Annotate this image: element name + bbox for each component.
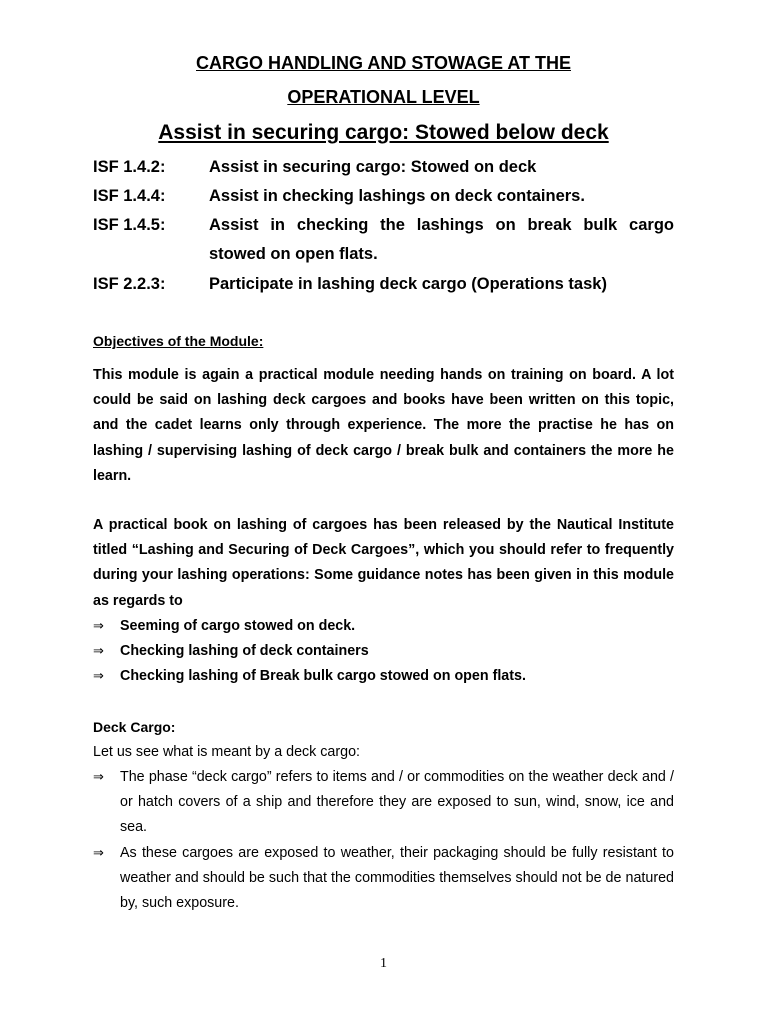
isf-item bbox=[93, 211, 674, 269]
list-item bbox=[93, 765, 674, 841]
arrow-bullet-icon: ⇒ bbox=[93, 619, 104, 634]
isf-text: Assist in checking lashings on deck containers. bbox=[209, 187, 585, 205]
document-title-line1: CARGO HANDLING AND STOWAGE AT THE bbox=[196, 53, 571, 73]
isf-item bbox=[93, 182, 674, 211]
isf-text: Assist in checking the lashings on break bulk cargo stowed on open flats. bbox=[209, 216, 674, 263]
deck-cargo-heading: Deck Cargo: bbox=[93, 719, 176, 735]
list-item bbox=[93, 639, 674, 664]
page-number: 1 bbox=[380, 956, 387, 971]
list-item-text: Checking lashing of Break bulk cargo stowed on open flats. bbox=[120, 668, 526, 684]
list-item-text: The phase “deck cargo” refers to items and / or commodities on the weather deck and / or hatch covers of a ship and therefore they are exposed to sun, wind, snow, ice and sea. bbox=[120, 769, 674, 836]
list-item bbox=[93, 841, 674, 917]
list-item bbox=[93, 614, 674, 639]
objectives-heading: Objectives of the Module: bbox=[93, 333, 264, 349]
isf-code: ISF 2.2.3: bbox=[93, 275, 166, 293]
isf-text: Assist in securing cargo: Stowed on deck bbox=[209, 158, 537, 176]
arrow-bullet-icon: ⇒ bbox=[93, 644, 104, 659]
isf-code: ISF 1.4.4: bbox=[93, 187, 166, 205]
document-title-line2: OPERATIONAL LEVEL bbox=[287, 87, 480, 107]
isf-code: ISF 1.4.5: bbox=[93, 216, 166, 234]
isf-item bbox=[93, 270, 674, 299]
isf-item bbox=[93, 153, 674, 182]
deck-cargo-intro: Let us see what is meant by a deck cargo: bbox=[93, 744, 361, 760]
list-item-text: Checking lashing of deck containers bbox=[120, 643, 369, 659]
document-subtitle: Assist in securing cargo: Stowed below deck bbox=[158, 121, 609, 144]
document-page bbox=[93, 0, 674, 1024]
arrow-bullet-icon: ⇒ bbox=[93, 846, 104, 861]
list-item-text: As these cargoes are exposed to weather, their packaging should be fully resistant to weather and should be such that the commodities themselves should not be de natured by, such exposure. bbox=[120, 845, 674, 912]
list-item-text: Seeming of cargo stowed on deck. bbox=[120, 618, 356, 634]
objectives-paragraph-2: A practical book on lashing of cargoes has been released by the Nautical Institute titled “Lashing and Securing of Deck Cargoes”, which you should refer to frequently during your lashing operations: Some guidance notes has been given in this module as regards to bbox=[93, 517, 674, 609]
arrow-bullet-icon: ⇒ bbox=[93, 770, 104, 785]
arrow-bullet-icon: ⇒ bbox=[93, 669, 104, 684]
list-item bbox=[93, 664, 674, 689]
isf-text: Participate in lashing deck cargo (Operations task) bbox=[209, 275, 607, 293]
isf-code: ISF 1.4.2: bbox=[93, 158, 166, 176]
objectives-paragraph-1: This module is again a practical module needing hands on training on board. A lot could be said on lashing deck cargoes and books have been written on this topic, and the cadet learns only through experience. The more the practise he has on lashing / supervising lashing of deck cargo / break bulk and containers the more he learn. bbox=[93, 367, 674, 484]
